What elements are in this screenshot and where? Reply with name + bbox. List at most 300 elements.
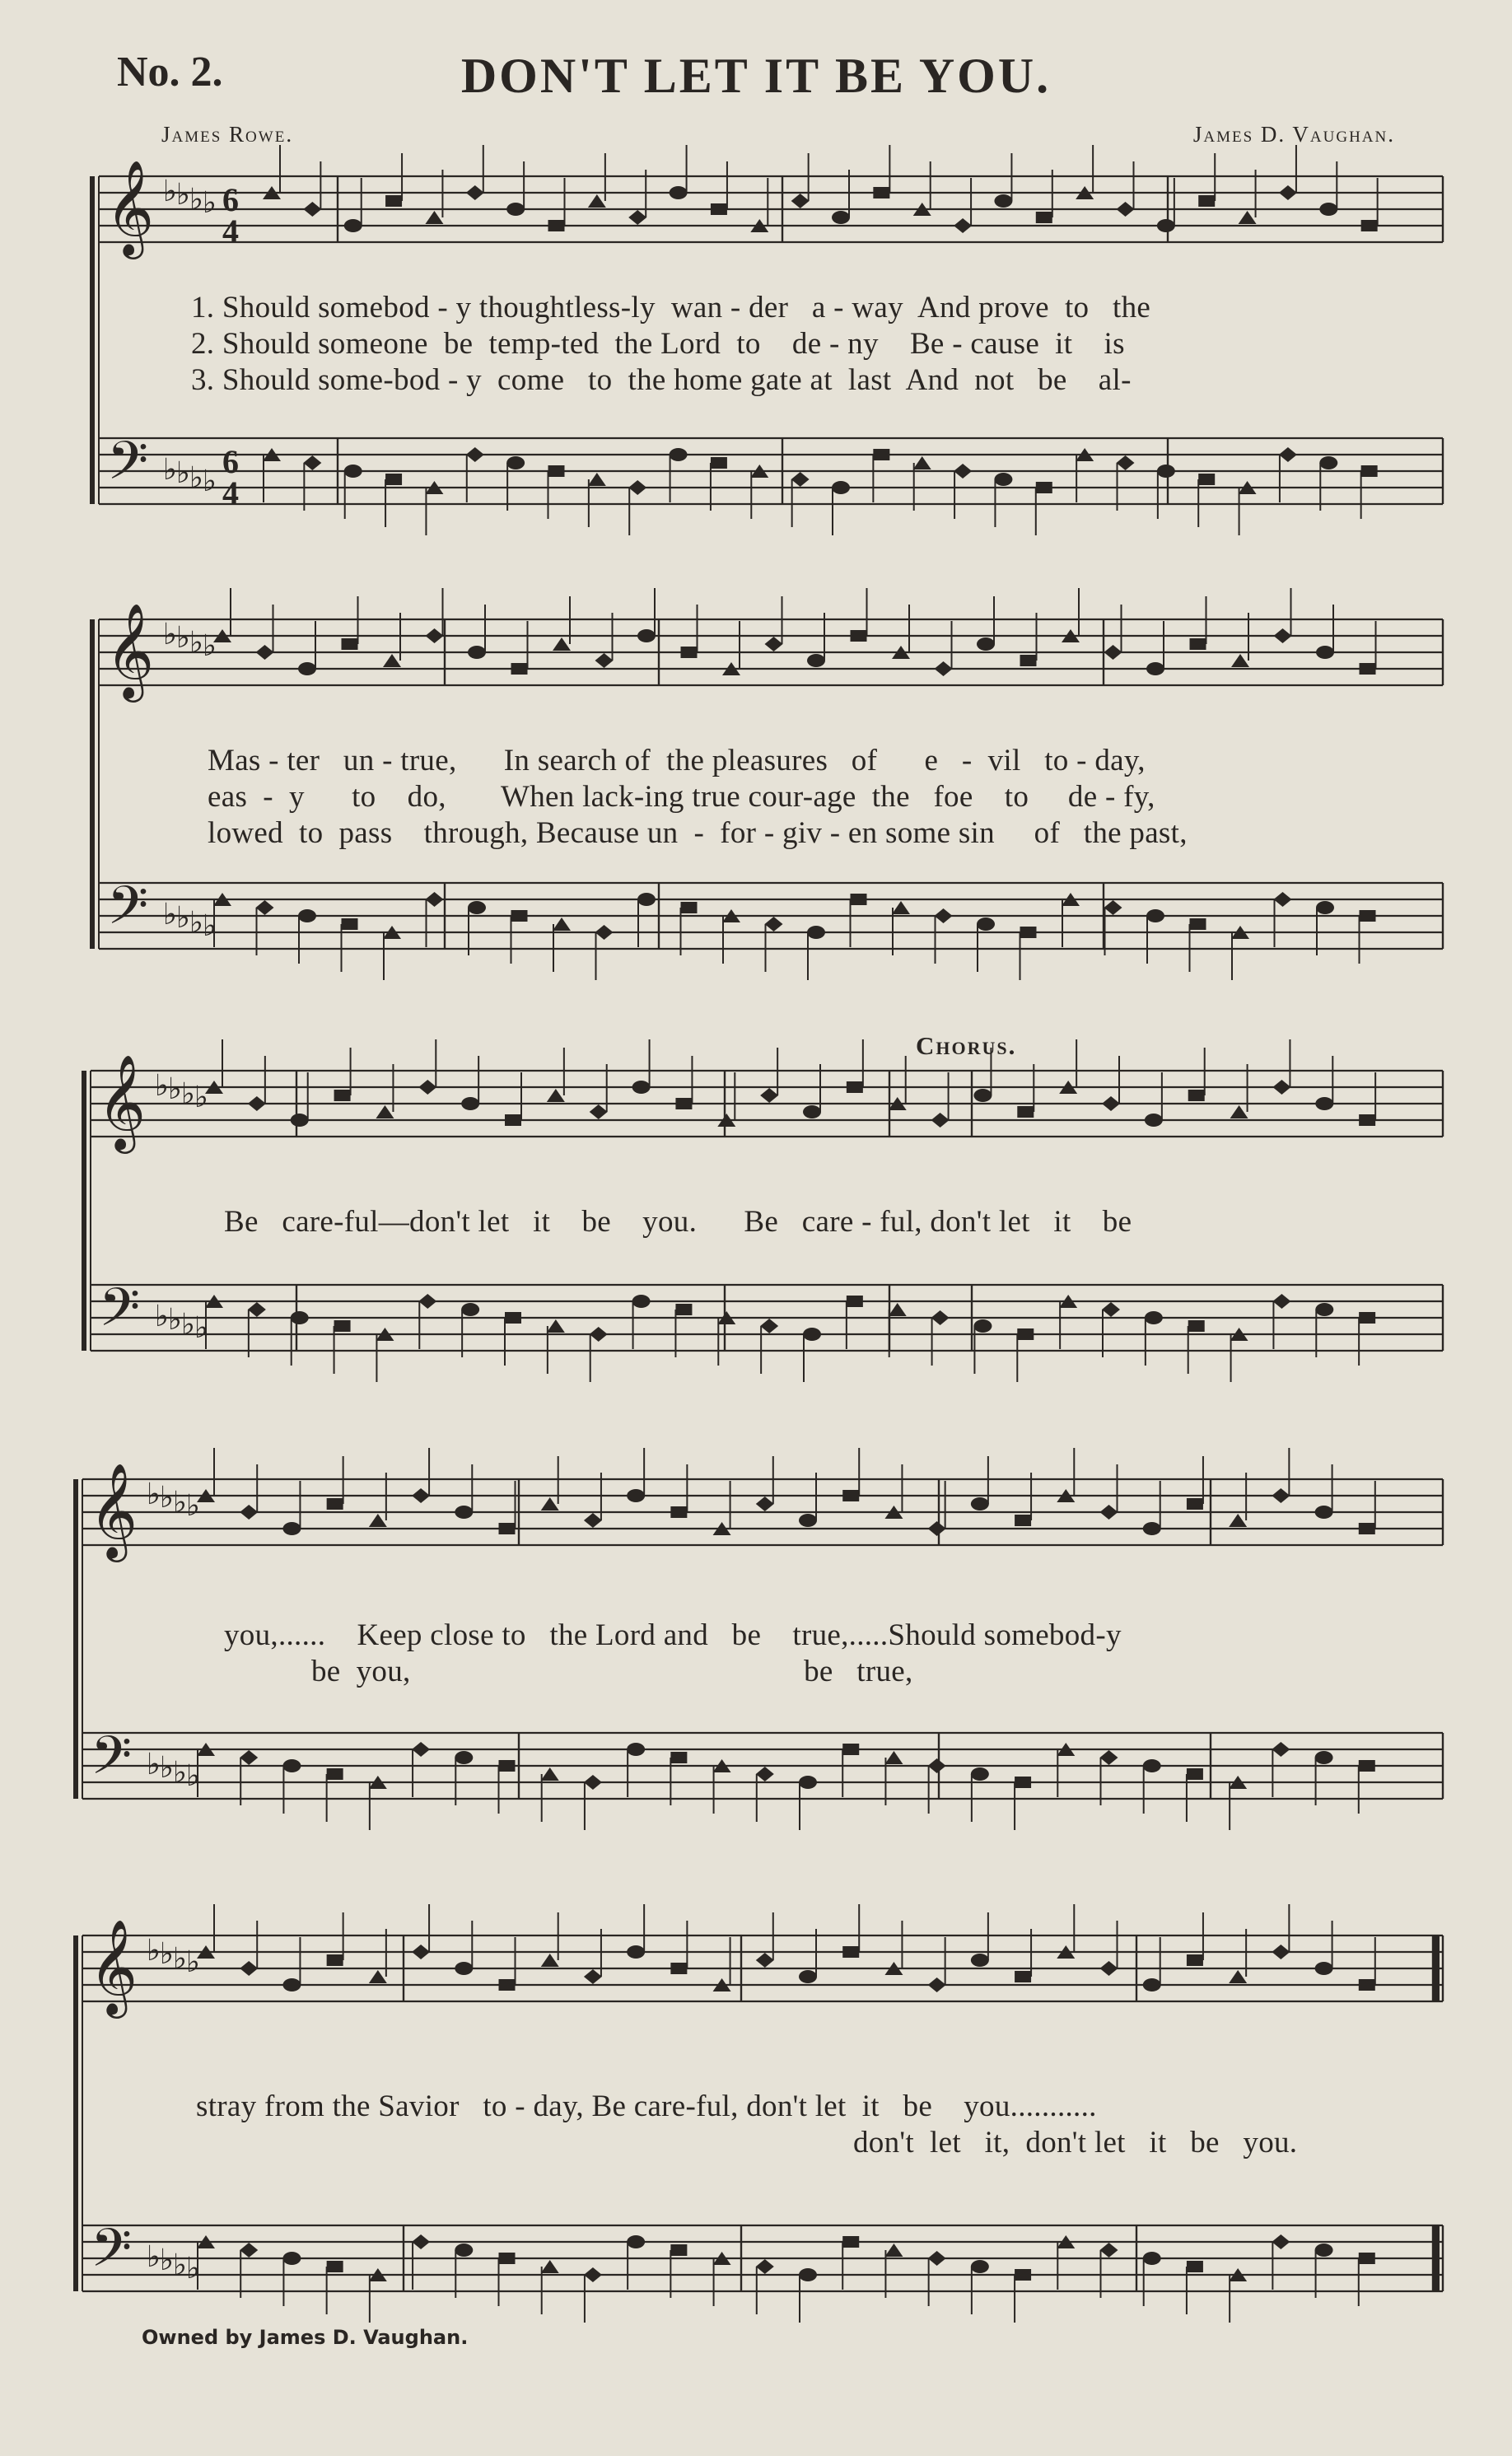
note-head-oval: [344, 219, 362, 232]
note-head-oval: [1315, 2244, 1333, 2257]
note-head-square: [342, 918, 358, 930]
system-2-verse-1-lyric: Mas - ter un - true, In search of the pleasures of e - vil to - day,: [208, 744, 1146, 777]
note-head-oval: [994, 194, 1012, 208]
system-3-chorus-lyric: Be care-ful—don't let it be you. Be care - ful, don't let it be: [224, 1205, 1132, 1239]
note-head-diamond: [466, 185, 484, 200]
note-head-square: [327, 2261, 343, 2272]
flat-icon: ♭: [160, 2244, 174, 2277]
bass-clef-icon: 𝄢: [91, 2218, 133, 2292]
note-head-square: [675, 1098, 692, 1109]
note-head-triangle: [553, 917, 571, 931]
note-head-square: [1015, 2269, 1031, 2281]
flat-icon: ♭: [147, 2240, 161, 2274]
note-head-oval: [1146, 662, 1164, 675]
note-head-oval: [807, 654, 825, 667]
lyricist: James Rowe.: [161, 122, 294, 147]
note-head-square: [1187, 2261, 1203, 2272]
flat-icon: ♭: [173, 1486, 187, 1520]
note-head-triangle: [547, 1089, 565, 1102]
note-head-diamond: [248, 1096, 266, 1111]
system-4-bass-echo-lyric: be you, be true,: [311, 1655, 913, 1688]
note-head-square: [548, 220, 565, 231]
note-head-diamond: [590, 1104, 608, 1119]
note-head-square: [851, 630, 867, 642]
treble-clef-icon: 𝄞: [105, 159, 155, 255]
note-head-triangle: [547, 1319, 565, 1333]
note-head-square: [1188, 1090, 1205, 1101]
note-head-square: [499, 1760, 516, 1772]
note-head-oval: [627, 1489, 645, 1502]
flat-icon: ♭: [163, 453, 177, 487]
note-head-oval: [971, 1767, 989, 1781]
note-head-diamond: [765, 917, 783, 932]
note-head-oval: [803, 1105, 821, 1118]
note-head-diamond: [303, 455, 321, 470]
flat-icon: ♭: [176, 456, 190, 490]
flat-icon: ♭: [186, 2252, 200, 2286]
note-head-oval: [832, 481, 850, 494]
note-head-oval: [977, 917, 995, 931]
note-head-square: [681, 647, 698, 658]
note-head-oval: [799, 1776, 817, 1789]
time-signature: 4: [222, 474, 239, 511]
note-head-oval: [627, 1743, 645, 1756]
note-head-diamond: [791, 472, 810, 487]
note-head-oval: [1143, 2252, 1161, 2265]
note-head-square: [711, 203, 727, 215]
note-head-square: [842, 1744, 859, 1755]
note-head-diamond: [760, 1088, 778, 1103]
note-head-oval: [832, 211, 850, 224]
note-head-diamond: [1102, 1302, 1120, 1317]
note-head-oval: [971, 1954, 989, 1967]
hymn-number: No. 2.: [117, 49, 223, 96]
chorus-label: Chorus.: [916, 1031, 1017, 1060]
note-head-diamond: [418, 1080, 436, 1095]
note-head-diamond: [1272, 1294, 1290, 1309]
note-head-square: [1015, 1515, 1031, 1526]
note-head-oval: [461, 1097, 479, 1110]
flat-icon: ♭: [168, 1072, 182, 1106]
note-head-oval: [627, 2235, 645, 2248]
note-head-diamond: [756, 1496, 774, 1511]
note-head-oval: [461, 1303, 479, 1316]
note-head-diamond: [1102, 1096, 1120, 1111]
bass-clef-icon: 𝄢: [99, 1277, 141, 1352]
note-head-triangle: [913, 456, 931, 469]
bass-clef-icon: 𝄢: [107, 431, 149, 505]
note-head-diamond: [791, 194, 810, 208]
note-head-diamond: [412, 1742, 430, 1757]
note-head-oval: [455, 1962, 473, 1975]
flat-icon: ♭: [203, 186, 217, 220]
system-1-verse-1-lyric: 1. Should somebod - y thoughtless-ly wan - der a - way And prove to the: [191, 291, 1151, 325]
note-head-oval: [344, 465, 362, 478]
note-head-triangle: [541, 1954, 559, 1967]
note-head-oval: [627, 1945, 645, 1959]
note-head-triangle: [425, 211, 443, 224]
flat-icon: ♭: [189, 626, 203, 660]
note-head-diamond: [466, 447, 484, 462]
note-head-oval: [807, 926, 825, 939]
note-head-oval: [971, 2260, 989, 2273]
flat-icon: ♭: [173, 1756, 187, 1790]
note-head-diamond: [240, 2243, 258, 2258]
bass-clef-icon: 𝄢: [107, 875, 149, 950]
note-head-oval: [977, 637, 995, 651]
note-head-oval: [799, 1514, 817, 1527]
note-head-square: [1020, 655, 1037, 666]
note-head-oval: [282, 1522, 301, 1535]
flat-icon: ♭: [203, 629, 217, 663]
note-head-triangle: [541, 1767, 559, 1781]
note-head-triangle: [541, 1497, 559, 1510]
note-head-diamond: [590, 1327, 608, 1342]
note-head-triangle: [1229, 1970, 1247, 1983]
flat-icon: ♭: [186, 1759, 200, 1793]
note-head-square: [873, 187, 889, 198]
note-head-square: [505, 1114, 521, 1126]
note-head-square: [1187, 1768, 1203, 1780]
note-head-triangle: [1239, 211, 1257, 224]
note-head-diamond: [584, 1775, 602, 1790]
note-head-oval: [799, 1970, 817, 1983]
note-head-diamond: [756, 1767, 774, 1781]
note-head-square: [1359, 1312, 1375, 1324]
note-head-diamond: [584, 1513, 602, 1528]
note-head-diamond: [1272, 2234, 1290, 2249]
treble-clef-icon: 𝄞: [89, 1462, 138, 1558]
note-head-oval: [506, 456, 525, 469]
flat-icon: ♭: [147, 1478, 161, 1511]
note-head-diamond: [931, 1310, 950, 1325]
note-head-diamond: [1279, 185, 1297, 200]
note-head-square: [842, 1946, 859, 1958]
note-head-square: [1017, 1328, 1034, 1340]
flat-icon: ♭: [155, 1069, 169, 1103]
note-head-oval: [1143, 1759, 1161, 1772]
system-2-verse-3-lyric: lowed to pass through, Because un - for - giv - en some sin of the past,: [208, 816, 1188, 850]
note-head-diamond: [1104, 900, 1122, 915]
note-head-square: [342, 638, 358, 650]
note-head-diamond: [584, 2267, 602, 2282]
note-head-square: [1187, 1954, 1203, 1966]
note-head-oval: [1316, 646, 1334, 659]
note-head-diamond: [1117, 455, 1135, 470]
note-head-oval: [1145, 1311, 1163, 1324]
note-head-diamond: [595, 653, 614, 668]
note-head-oval: [637, 893, 656, 906]
note-head-oval: [994, 473, 1012, 486]
note-head-square: [1359, 1523, 1375, 1534]
note-head-oval: [291, 1114, 309, 1127]
note-head-oval: [468, 646, 486, 659]
note-head-diamond: [240, 1961, 258, 1976]
note-head-square: [681, 902, 698, 913]
note-head-diamond: [765, 637, 783, 651]
note-head-diamond: [935, 661, 953, 676]
note-head-oval: [455, 1751, 473, 1764]
note-head-diamond: [1274, 628, 1292, 643]
note-head-oval: [1319, 203, 1337, 216]
note-head-square: [1015, 1777, 1031, 1788]
note-head-square: [385, 474, 402, 485]
note-head-square: [711, 457, 727, 469]
note-head-oval: [1157, 219, 1175, 232]
note-head-oval: [637, 629, 656, 642]
note-head-oval: [670, 448, 688, 461]
note-head-triangle: [1229, 1514, 1247, 1527]
note-head-oval: [1315, 1751, 1333, 1764]
note-head-diamond: [418, 1294, 436, 1309]
flat-icon: ♭: [163, 618, 177, 651]
note-head-diamond: [928, 2251, 946, 2266]
system-4-chorus-lyric: you,...... Keep close to the Lord and be true,.....Should somebod-y: [224, 1618, 1122, 1652]
hymn-title: DON'T LET IT BE YOU.: [460, 49, 1052, 103]
note-head-diamond: [954, 218, 972, 233]
flat-icon: ♭: [189, 906, 203, 940]
note-head-oval: [632, 1295, 651, 1308]
note-head-square: [511, 663, 528, 675]
note-head-diamond: [412, 1945, 430, 1959]
flat-icon: ♭: [189, 461, 203, 495]
flat-icon: ♭: [160, 1481, 174, 1515]
note-head-oval: [455, 1506, 473, 1519]
note-head-triangle: [369, 1514, 387, 1527]
note-head-oval: [1316, 901, 1334, 914]
flat-icon: ♭: [194, 1311, 208, 1345]
flat-icon: ♭: [176, 621, 190, 655]
note-head-square: [847, 1081, 863, 1093]
note-head-oval: [632, 1081, 651, 1094]
note-head-square: [675, 1304, 692, 1315]
note-head-diamond: [412, 1488, 430, 1503]
note-head-triangle: [884, 2244, 903, 2257]
note-head-oval: [1315, 1962, 1333, 1975]
note-head-square: [327, 1768, 343, 1780]
note-head-diamond: [256, 645, 274, 660]
note-head-square: [334, 1090, 351, 1101]
note-head-oval: [971, 1497, 989, 1510]
note-head-square: [842, 1490, 859, 1501]
note-head-square: [670, 1752, 687, 1763]
note-head-square: [842, 2236, 859, 2248]
note-head-oval: [1145, 1114, 1163, 1127]
system-5-bass-echo-lyric: don't let it, don't let it be you.: [853, 2126, 1298, 2160]
note-head-square: [505, 1312, 521, 1324]
note-head-triangle: [383, 654, 401, 667]
note-head-square: [670, 2244, 687, 2256]
note-head-oval: [282, 2252, 301, 2265]
note-head-square: [511, 910, 528, 922]
note-head-diamond: [756, 2259, 774, 2274]
note-head-square: [1359, 1114, 1375, 1126]
note-head-triangle: [369, 1970, 387, 1983]
note-head-oval: [298, 662, 316, 675]
note-head-oval: [291, 1311, 309, 1324]
note-head-square: [1198, 195, 1215, 207]
note-head-square: [1015, 1971, 1031, 1982]
note-head-diamond: [756, 1953, 774, 1968]
note-head-diamond: [248, 1302, 266, 1317]
note-head-oval: [973, 1319, 992, 1333]
flat-icon: ♭: [189, 183, 203, 217]
note-head-square: [327, 1498, 343, 1510]
note-head-diamond: [426, 892, 444, 907]
note-head-oval: [1143, 1522, 1161, 1535]
note-head-square: [499, 1979, 516, 1991]
note-head-square: [327, 1954, 343, 1966]
note-head-diamond: [954, 464, 972, 479]
system-1-verse-2-lyric: 2. Should someone be temp-ted the Lord to de - ny Be - cause it is: [191, 327, 1125, 361]
note-head-diamond: [256, 900, 274, 915]
note-head-oval: [799, 2268, 817, 2281]
note-head-square: [1036, 212, 1052, 223]
treble-clef-icon: 𝄞: [97, 1053, 147, 1150]
note-head-diamond: [1100, 1505, 1118, 1520]
note-head-oval: [282, 1978, 301, 1991]
note-head-triangle: [1230, 1105, 1248, 1118]
note-head-oval: [298, 909, 316, 922]
note-head-diamond: [426, 628, 444, 643]
flat-icon: ♭: [155, 1300, 169, 1333]
note-head-square: [1017, 1106, 1034, 1118]
note-head-diamond: [1100, 2243, 1118, 2258]
flat-icon: ♭: [203, 909, 217, 943]
note-head-oval: [1315, 1097, 1333, 1110]
flat-icon: ♭: [168, 1303, 182, 1337]
flat-icon: ♭: [194, 1081, 208, 1114]
note-head-oval: [1157, 465, 1175, 478]
flat-icon: ♭: [173, 2248, 187, 2282]
flat-icon: ♭: [186, 1945, 200, 1979]
note-head-square: [1036, 482, 1052, 493]
note-head-square: [1359, 2253, 1375, 2264]
note-head-square: [1359, 1760, 1375, 1772]
note-head-triangle: [884, 1751, 903, 1764]
note-head-oval: [1315, 1303, 1333, 1316]
note-head-square: [851, 894, 867, 905]
note-head-diamond: [928, 1758, 946, 1773]
bass-clef-icon: 𝄢: [91, 1725, 133, 1800]
note-head-oval: [1319, 456, 1337, 469]
note-head-square: [1360, 910, 1376, 922]
note-head-square: [670, 1963, 687, 1974]
flat-icon: ♭: [181, 1077, 195, 1111]
note-head-square: [334, 1320, 351, 1332]
time-signature: 6: [222, 181, 239, 218]
flat-icon: ♭: [176, 178, 190, 212]
note-head-square: [847, 1296, 863, 1307]
note-head-triangle: [376, 1105, 394, 1118]
system-2-verse-2-lyric: eas - y to do, When lack-ing true cour-age the foe to de - fy,: [208, 780, 1155, 814]
note-head-oval: [803, 1328, 821, 1341]
note-head-diamond: [303, 202, 321, 217]
note-head-oval: [506, 203, 525, 216]
note-head-square: [1190, 638, 1206, 650]
note-head-square: [1361, 220, 1378, 231]
note-head-square: [499, 1523, 516, 1534]
note-head-diamond: [1274, 892, 1292, 907]
note-head-diamond: [1272, 1080, 1290, 1095]
note-head-triangle: [892, 901, 910, 914]
flat-icon: ♭: [163, 898, 177, 932]
system-5-chorus-lyric: stray from the Savior to - day, Be care-ful, don't let it be you...........: [196, 2089, 1097, 2123]
note-head-diamond: [1117, 202, 1135, 217]
note-head-square: [499, 2253, 516, 2264]
flat-icon: ♭: [186, 1489, 200, 1523]
flat-icon: ♭: [160, 1937, 174, 1971]
note-head-triangle: [588, 473, 606, 486]
note-head-triangle: [541, 2260, 559, 2273]
ownership-footer: Owned by James D. Vaughan.: [142, 2326, 469, 2349]
note-head-triangle: [553, 637, 571, 651]
flat-icon: ♭: [173, 1942, 187, 1976]
note-head-diamond: [240, 1505, 258, 1520]
note-head-square: [1361, 465, 1378, 477]
time-signature: 6: [222, 443, 239, 480]
note-head-diamond: [928, 1521, 946, 1536]
note-head-oval: [1143, 1978, 1161, 1991]
note-head-square: [385, 195, 402, 207]
note-head-diamond: [628, 480, 646, 495]
treble-clef-icon: 𝄞: [105, 602, 155, 698]
note-head-diamond: [1100, 1961, 1118, 1976]
note-head-square: [1360, 663, 1376, 675]
composer: James D. Vaughan.: [1192, 122, 1395, 147]
note-head-diamond: [931, 1113, 950, 1128]
note-head-square: [670, 1506, 687, 1518]
treble-clef-icon: 𝄞: [89, 1918, 138, 2015]
note-head-oval: [455, 2244, 473, 2257]
note-head-square: [548, 465, 565, 477]
flat-icon: ♭: [176, 901, 190, 935]
note-head-square: [873, 449, 889, 460]
note-head-triangle: [889, 1303, 907, 1316]
note-head-diamond: [1279, 447, 1297, 462]
flat-icon: ♭: [160, 1751, 174, 1785]
note-head-diamond: [1272, 1945, 1290, 1959]
flat-icon: ♭: [163, 175, 177, 208]
note-head-diamond: [584, 1969, 602, 1984]
note-head-square: [1020, 927, 1037, 938]
flat-icon: ♭: [203, 465, 217, 498]
note-head-square: [1188, 1320, 1205, 1332]
note-head-triangle: [588, 194, 606, 208]
note-head-diamond: [1100, 1750, 1118, 1765]
flat-icon: ♭: [147, 1748, 161, 1781]
system-1-verse-3-lyric: 3. Should some-bod - y come to the home gate at last And not be al-: [191, 363, 1132, 397]
note-head-square: [1190, 918, 1206, 930]
note-head-oval: [1146, 909, 1164, 922]
note-head-diamond: [1272, 1742, 1290, 1757]
note-head-oval: [1315, 1506, 1333, 1519]
note-head-oval: [973, 1089, 992, 1102]
note-head-diamond: [628, 210, 646, 225]
note-head-triangle: [1231, 654, 1249, 667]
note-head-diamond: [1272, 1488, 1290, 1503]
note-head-square: [1359, 1979, 1375, 1991]
note-head-diamond: [412, 2234, 430, 2249]
note-head-oval: [670, 186, 688, 199]
note-head-diamond: [760, 1319, 778, 1333]
flat-icon: ♭: [181, 1308, 195, 1342]
note-head-oval: [468, 901, 486, 914]
note-head-diamond: [935, 908, 953, 923]
time-signature: 4: [222, 212, 239, 250]
note-head-diamond: [240, 1750, 258, 1765]
flat-icon: ♭: [147, 1934, 161, 1968]
